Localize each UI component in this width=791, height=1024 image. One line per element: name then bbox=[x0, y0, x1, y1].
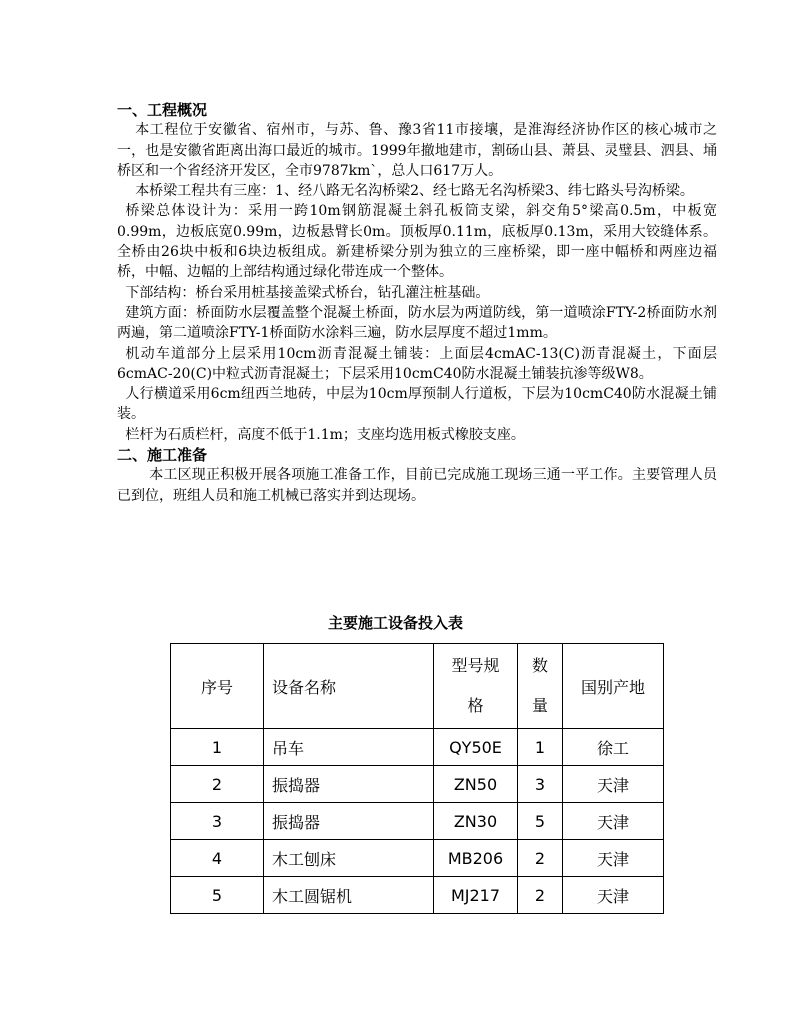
header-model-line2: 格 bbox=[467, 696, 484, 715]
cell-qty: 1 bbox=[518, 729, 563, 766]
table-title: 主要施工设备投入表 bbox=[327, 614, 463, 632]
cell-origin: 天津 bbox=[563, 877, 664, 914]
cell-model: MJ217 bbox=[434, 877, 518, 914]
cell-no: 3 bbox=[171, 803, 264, 840]
cell-origin: 天津 bbox=[563, 840, 664, 877]
table-row bbox=[171, 877, 664, 914]
cell-name: 振捣器 bbox=[264, 803, 434, 840]
header-origin: 国别产地 bbox=[563, 644, 664, 729]
table-row bbox=[171, 766, 664, 803]
cell-no: 4 bbox=[171, 840, 264, 877]
header-model-line1: 型号规 bbox=[451, 656, 500, 675]
table-row bbox=[171, 840, 664, 877]
equipment-table bbox=[170, 643, 664, 914]
cell-model: ZN50 bbox=[434, 766, 518, 803]
paragraph-waterproofing: 建筑方面：桥面防水层覆盖整个混凝土桥面，防水层为两道防线，第一道喷涂FTY-2桥面防水剂两遍，第二道喷涂FTY-1桥面防水涂料三遍，防水层厚度不超过1mm。 bbox=[117, 304, 717, 342]
table-row bbox=[171, 803, 664, 840]
cell-qty: 2 bbox=[518, 877, 563, 914]
paragraph-pavement: 机动车道部分上层采用10cm沥青混凝土铺装：上面层4cmAC-13(C)沥青混凝土，下面层6cmAC-20(C)中粒式沥青混凝土；下层采用10cmC40防水混凝土铺装抗渗等级W8。 bbox=[117, 345, 717, 382]
cell-no: 2 bbox=[171, 766, 264, 803]
paragraph-substructure: 下部结构：桥台采用桩基接盖梁式桥台，钻孔灌注桩基础。 bbox=[125, 284, 490, 301]
paragraph-sidewalk: 人行横道采用6cm纽西兰地砖，中层为10cm厚预制人行道板，下层为10cmC40防水混凝土铺装。 bbox=[117, 386, 717, 423]
cell-no: 1 bbox=[171, 729, 264, 766]
document-body bbox=[117, 100, 717, 506]
paragraph-preparation: 本工区现正积极开展各项施工准备工作，目前已完成施工现场三通一平工作。主要管理人员已到位，班组人员和施工机械已落实并到达现场。 bbox=[117, 467, 717, 504]
cell-origin: 徐工 bbox=[563, 729, 664, 766]
cell-name: 木工刨床 bbox=[264, 840, 434, 877]
section-heading-overview: 一、工程概况 bbox=[117, 101, 208, 119]
cell-model: ZN30 bbox=[434, 803, 518, 840]
paragraph-bridge-count: 本桥梁工程共有三座：1、经八路无名沟桥梁2、经七路无名沟桥梁3、纬七路头号沟桥梁。 bbox=[135, 183, 694, 200]
header-no: 序号 bbox=[171, 644, 264, 729]
header-qty-line1: 数 bbox=[531, 656, 548, 675]
paragraph-overall-design: 桥梁总体设计为：采用一跨10m钢筋混凝土斜孔板筒支梁，斜交角5°梁高0.5m，中板宽0.99m，边板底宽0.99m，边板悬臂长0m。顶板厚0.11m，底板厚0.13m，采用大铰缝体系。全桥由26块中板和6块边板组成。新建桥梁分别为独立的三座桥梁，即一座中幅桥和两座边福桥，中幅、边幅的上部结构通过绿化带连成一个整体。 bbox=[117, 203, 717, 281]
paragraph-location: 本工程位于安徽省、宿州市，与苏、鲁、豫3省11市接壤，是淮海经济协作区的核心城市之一，也是安徽省距离出海口最近的城市。1999年撤地建市，割砀山县、萧县、灵璧县、泗县、埇桥区和一个省经济开发区，全市9787km`，总人口617万人。 bbox=[117, 122, 717, 179]
cell-name: 振捣器 bbox=[264, 766, 434, 803]
header-model bbox=[434, 644, 518, 729]
cell-origin: 天津 bbox=[563, 766, 664, 803]
cell-name: 木工圆锯机 bbox=[264, 877, 434, 914]
table-header-row bbox=[171, 644, 664, 729]
header-qty bbox=[518, 644, 563, 729]
paragraph-railing: 栏杆为石质栏杆，高度不低于1.1m；支座均选用板式橡胶支座。 bbox=[125, 426, 525, 443]
cell-qty: 5 bbox=[518, 803, 563, 840]
cell-qty: 2 bbox=[518, 840, 563, 877]
section-heading-preparation: 二、施工准备 bbox=[117, 446, 208, 465]
cell-origin: 天津 bbox=[563, 803, 664, 840]
cell-name: 吊车 bbox=[264, 729, 434, 766]
cell-no: 5 bbox=[171, 877, 264, 914]
cell-model: QY50E bbox=[434, 729, 518, 766]
cell-qty: 3 bbox=[518, 766, 563, 803]
header-qty-line2: 量 bbox=[531, 696, 548, 715]
table-row bbox=[171, 729, 664, 766]
cell-model: MB206 bbox=[434, 840, 518, 877]
header-name: 设备名称 bbox=[264, 644, 434, 729]
